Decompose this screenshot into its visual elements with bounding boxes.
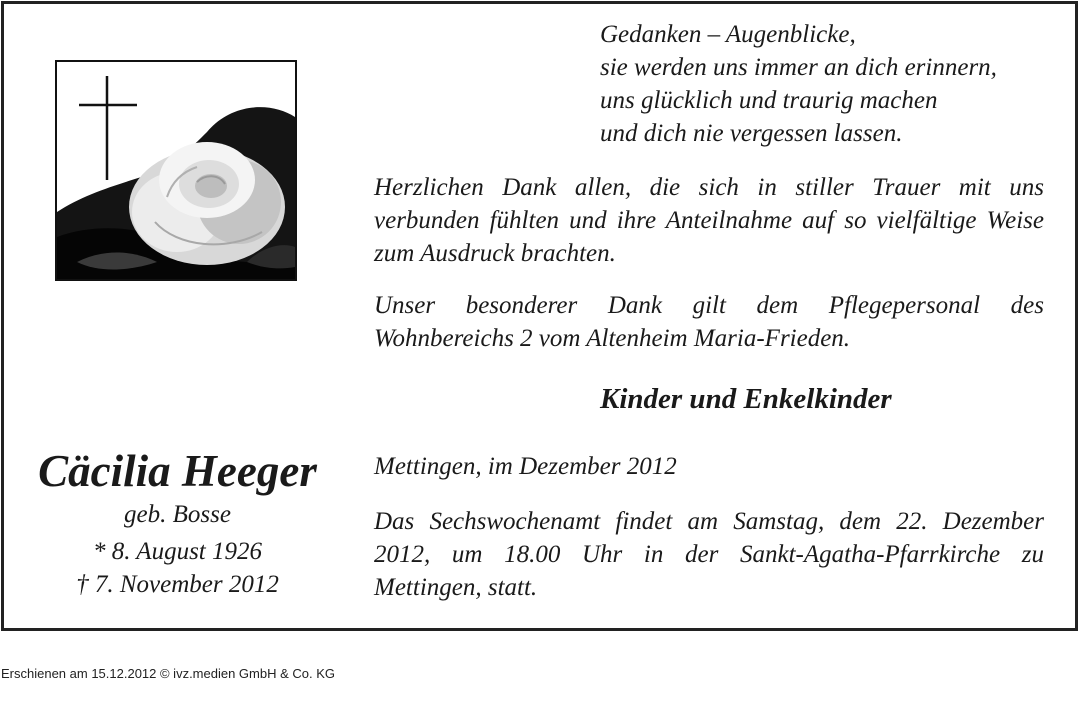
- memorial-photo: [55, 60, 297, 281]
- poem: [600, 18, 1060, 150]
- poem-line: und dich nie vergessen lassen.: [600, 120, 903, 147]
- death-date: † 7. November 2012: [76, 571, 279, 598]
- special-thanks-paragraph: Unser besonderer Dank gilt dem Pflegepersonal des Wohnbereichs 2 vom Altenheim Maria-Frieden.: [374, 292, 1044, 352]
- service-notice: Das Sechswochenamt findet am Samstag, dem 22. Dezember 2012, um 18.00 Uhr in der Sankt-Agatha-Pfarrkirche zu Mettingen, statt.: [374, 508, 1044, 601]
- poem-line: Gedanken – Augenblicke,: [600, 21, 856, 48]
- publication-footer: Erschienen am 15.12.2012 © ivz.medien GmbH & Co. KG: [1, 666, 336, 681]
- dateline: Mettingen, im Dezember 2012: [374, 453, 677, 480]
- deceased-name: Cäcilia Heeger: [38, 446, 317, 496]
- poem-line: sie werden uns immer an dich erinnern,: [600, 54, 997, 81]
- birth-date: * 8. August 1926: [93, 538, 262, 565]
- deceased-info: [20, 444, 335, 601]
- cross-icon: [57, 62, 295, 279]
- poem-line: uns glücklich und traurig machen: [600, 87, 938, 114]
- signature: Kinder und Enkelkinder: [600, 383, 892, 415]
- thanks-paragraph: Herzlichen Dank allen, die sich in stiller Trauer mit uns verbunden fühlten und ihre Anteilnahme auf so vielfältige Weise zum Ausdruck brachten.: [374, 174, 1044, 267]
- birth-name: geb. Bosse: [124, 501, 231, 528]
